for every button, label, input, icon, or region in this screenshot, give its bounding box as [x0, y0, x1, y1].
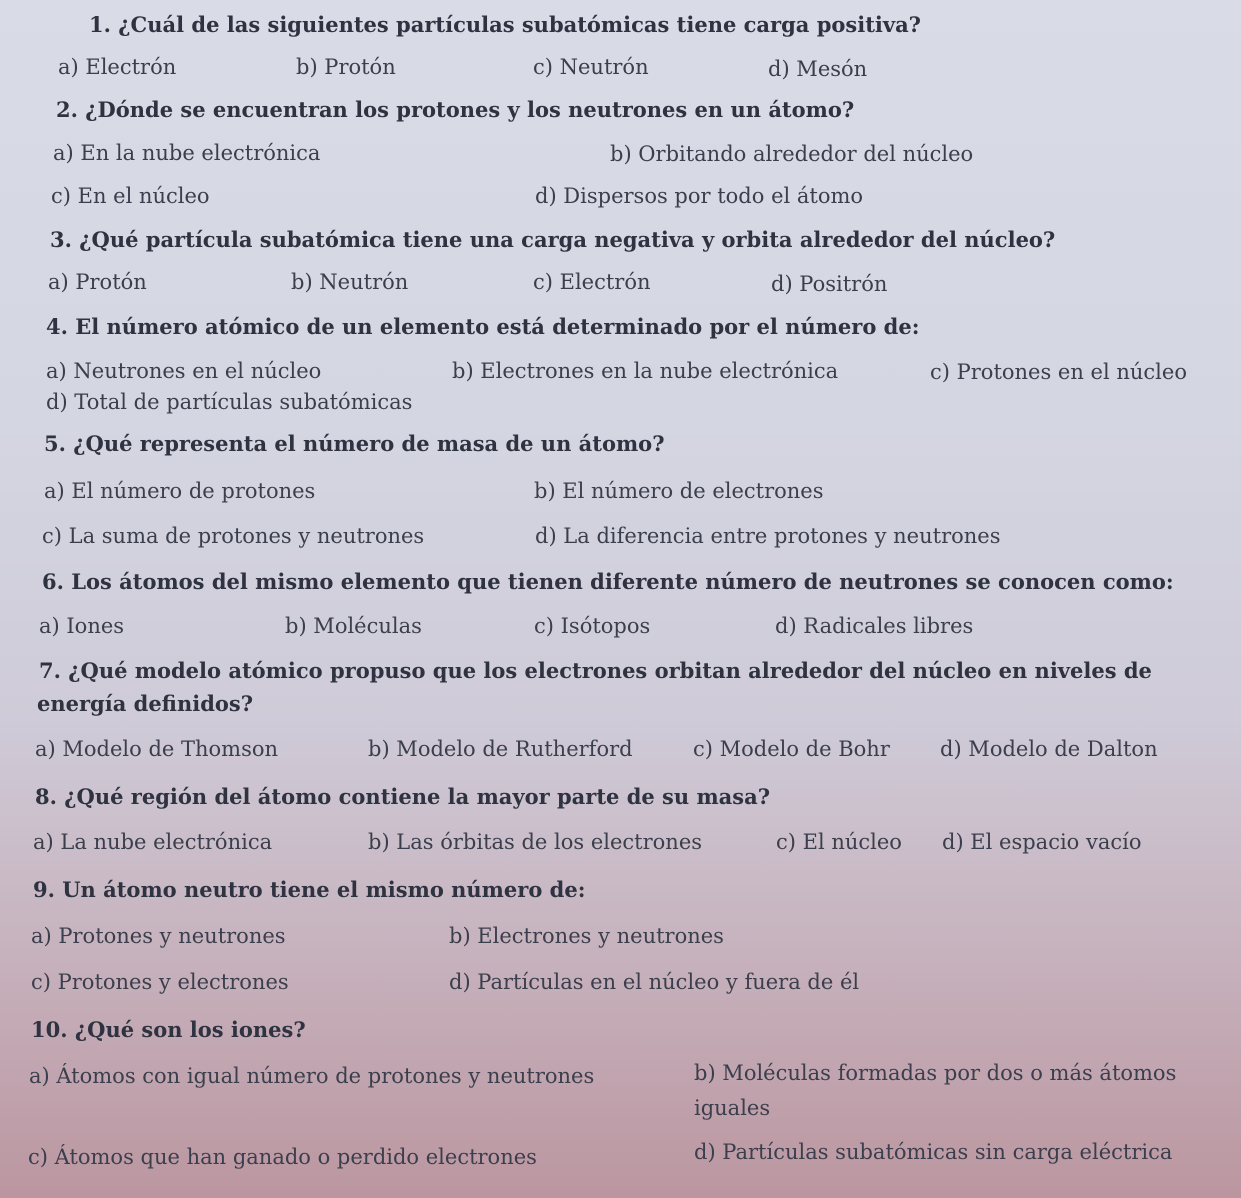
q5-option-d: d) La diferencia entre protones y neutrones: [535, 524, 1001, 548]
q8-option-d: d) El espacio vacío: [942, 830, 1142, 854]
q10-option-d: d) Partículas subatómicas sin carga eléctrica: [694, 1140, 1173, 1164]
q10-option-b-line2: iguales: [694, 1096, 771, 1120]
question-7: 7. ¿Qué modelo atómico propuso que los electrones orbitan alrededor del núcleo en niveles de: [39, 658, 1152, 683]
q5-option-c: c) La suma de protones y neutrones: [42, 524, 425, 548]
question-1: 1. ¿Cuál de las siguientes partículas subatómicas tiene carga positiva?: [89, 12, 921, 37]
q6-option-a: a) Iones: [39, 614, 125, 638]
q9-option-a: a) Protones y neutrones: [31, 924, 286, 948]
q8-option-a: a) La nube electrónica: [33, 830, 273, 854]
q6-option-b: b) Moléculas: [285, 614, 422, 638]
question-4: 4. El número atómico de un elemento está determinado por el número de:: [46, 314, 920, 339]
question-10: 10. ¿Qué son los iones?: [31, 1017, 306, 1042]
q1-option-a: a) Electrón: [58, 55, 177, 79]
question-6: 6. Los átomos del mismo elemento que tienen diferente número de neutrones se conocen como:: [42, 569, 1174, 594]
q2-option-d: d) Dispersos por todo el átomo: [535, 184, 864, 208]
q4-option-c: c) Protones en el núcleo: [930, 360, 1187, 384]
question-8: 8. ¿Qué región del átomo contiene la mayor parte de su masa?: [35, 784, 771, 809]
q1-option-c: c) Neutrón: [533, 55, 649, 79]
q2-option-b: b) Orbitando alrededor del núcleo: [610, 142, 974, 166]
q3-option-c: c) Electrón: [533, 270, 651, 294]
q7-option-b: b) Modelo de Rutherford: [368, 737, 633, 761]
q4-option-a: a) Neutrones en el núcleo: [46, 359, 322, 383]
question-2: 2. ¿Dónde se encuentran los protones y los neutrones en un átomo?: [56, 97, 855, 122]
q3-option-a: a) Protón: [48, 270, 147, 294]
q3-option-b: b) Neutrón: [291, 270, 409, 294]
q2-option-a: a) En la nube electrónica: [53, 141, 321, 165]
q8-option-b: b) Las órbitas de los electrones: [368, 830, 703, 854]
q1-option-d: d) Mesón: [768, 57, 868, 81]
q6-option-c: c) Isótopos: [534, 614, 651, 638]
q10-option-b: b) Moléculas formadas por dos o más átomos: [694, 1061, 1177, 1085]
q8-option-c: c) El núcleo: [776, 830, 902, 854]
q9-option-d: d) Partículas en el núcleo y fuera de él: [449, 970, 860, 994]
q3-option-d: d) Positrón: [771, 272, 888, 296]
question-7-line2: energía definidos?: [37, 691, 254, 716]
q4-option-b: b) Electrones en la nube electrónica: [452, 359, 839, 383]
q7-option-d: d) Modelo de Dalton: [940, 737, 1158, 761]
q5-option-b: b) El número de electrones: [534, 479, 824, 503]
q7-option-a: a) Modelo de Thomson: [35, 737, 279, 761]
q4-option-d: d) Total de partículas subatómicas: [46, 390, 413, 414]
q9-option-b: b) Electrones y neutrones: [449, 924, 724, 948]
q10-option-a: a) Átomos con igual número de protones y neutrones: [29, 1064, 595, 1088]
q1-option-b: b) Protón: [296, 55, 396, 79]
question-5: 5. ¿Qué representa el número de masa de un átomo?: [44, 431, 665, 456]
q10-option-c: c) Átomos que han ganado o perdido electrones: [28, 1145, 537, 1169]
q9-option-c: c) Protones y electrones: [31, 970, 289, 994]
question-9: 9. Un átomo neutro tiene el mismo número de:: [33, 877, 586, 902]
q2-option-c: c) En el núcleo: [51, 184, 210, 208]
question-3: 3. ¿Qué partícula subatómica tiene una carga negativa y orbita alrededor del núcleo?: [50, 227, 1056, 252]
q6-option-d: d) Radicales libres: [775, 614, 974, 638]
q7-option-c: c) Modelo de Bohr: [693, 737, 890, 761]
q5-option-a: a) El número de protones: [44, 479, 316, 503]
